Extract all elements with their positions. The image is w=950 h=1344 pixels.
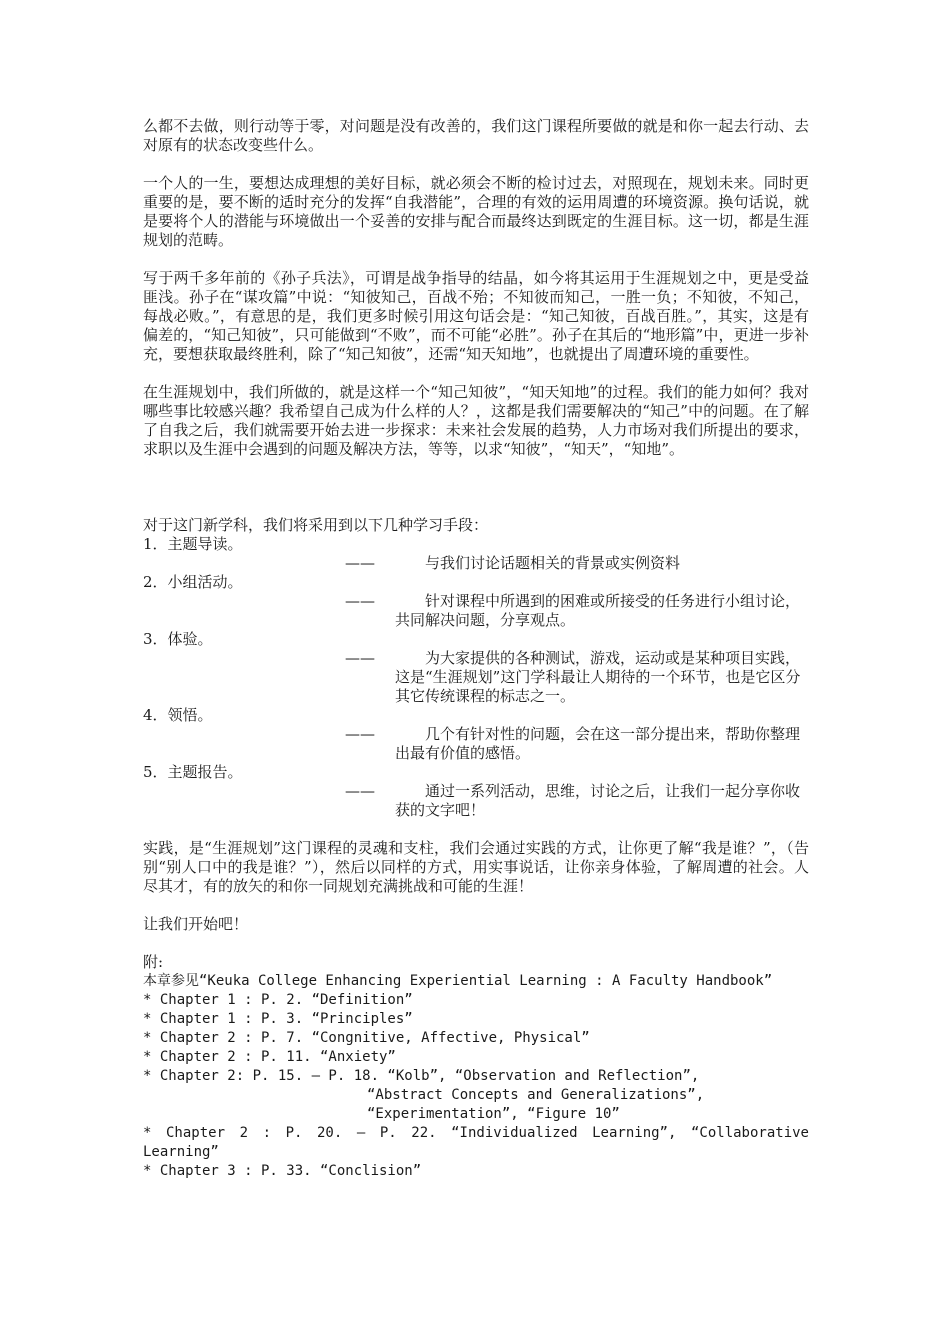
method-item — [143, 763, 809, 820]
dash: —— — [345, 554, 375, 572]
method-desc: 针对课程中所遇到的困难或所接受的任务进行小组讨论，共同解决问题，分享观点。 — [395, 592, 801, 629]
reference-item: * Chapter 2 : P. 20. – P. 22. “Individualized Learning”, “Collaborative Learning” — [143, 1125, 809, 1160]
reference-item: * Chapter 2 : P. 7. “Congnitive, Affective, Physical” — [143, 1030, 590, 1046]
method-title: 4．领悟。 — [143, 706, 213, 724]
reference-item-continued: “Experimentation”, “Figure 10” — [367, 1106, 620, 1122]
method-item — [143, 630, 809, 706]
reference-item: * Chapter 1 : P. 3. “Principles” — [143, 1011, 413, 1027]
method-desc: 与我们讨论话题相关的背景或实例资料 — [425, 554, 681, 572]
dash: —— — [345, 649, 375, 667]
method-desc: 几个有针对性的问题，会在这一部分提出来，帮助你整理出最有价值的感悟。 — [395, 725, 801, 762]
method-item — [143, 535, 809, 573]
method-item — [143, 573, 809, 630]
method-desc: 通过一系列活动，思维，讨论之后，让我们一起分享你收获的文字吧！ — [395, 782, 801, 819]
paragraph-1: 么都不去做，则行动等于零，对问题是没有改善的，我们这门课程所要做的就是和你一起去行动、去对原有的状态改变些什么。 — [143, 117, 809, 154]
dash: —— — [345, 782, 375, 800]
reference-item: * Chapter 2: P. 15. – P. 18. “Kolb”, “Observation and Reflection”, — [143, 1068, 700, 1084]
reference-item: * Chapter 3 : P. 33. “Conclision” — [143, 1163, 422, 1179]
method-title: 2．小组活动。 — [143, 573, 243, 591]
method-title: 1．主题导读。 — [143, 535, 243, 553]
method-desc: 为大家提供的各种测试，游戏，运动或是某种项目实践，这是“生涯规划”这门学科最让人期待的一个环节，也是它区分其它传统课程的标志之一。 — [395, 649, 801, 705]
method-title: 3．体验。 — [143, 630, 213, 648]
appendix-label: 附: — [143, 953, 164, 971]
reference-item-continued: “Abstract Concepts and Generalizations”, — [367, 1087, 705, 1103]
document-body — [143, 117, 809, 1181]
method-item — [143, 706, 809, 763]
dash: —— — [345, 725, 375, 743]
paragraph-2: 一个人的一生，要想达成理想的美好目标，就必须会不断的检讨过去，对照现在，规划未来。同时更重要的是，要不断的适时充分的发挥“自我潜能”，合理的有效的运用周遭的环境资源。换句话说，就是要将个人的潜能与环境做出一个妥善的安排与配合而最终达到既定的生涯目标。这一切，都是生涯规划的范畴。 — [143, 174, 809, 249]
paragraph-5: 实践，是“生涯规划”这门课程的灵魂和支柱，我们会通过实践的方式，让你更了解“我是谁？”，（告别“别人口中的我是谁？”），然后以同样的方式，用实事说话，让你亲身体验，了解周遭的社会。人尽其才，有的放矢的和你一同规划充满挑战和可能的生涯！ — [143, 839, 809, 895]
methods-intro: 对于这门新学科，我们将采用到以下几种学习手段： — [143, 516, 489, 534]
paragraph-4: 在生涯规划中，我们所做的，就是这样一个“知己知彼”，“知天知地”的过程。我们的能力如何？我对哪些事比较感兴趣？我希望自己成为什么样的人？，这都是我们需要解决的“知己”中的问题。在了解了自我之后，我们就需要开始去进一步探求：未来社会发展的趋势，人力市场对我们所提出的要求，求职以及生涯中会遇到的问题及解决方法，等等，以求“知彼”，“知天”，“知地”。 — [143, 383, 809, 458]
paragraph-3: 写于两千多年前的《孙子兵法》，可谓是战争指导的结晶，如今将其运用于生涯规划之中，更是受益匪浅。孙子在“谋攻篇”中说：“知彼知己，百战不殆；不知彼而知己，一胜一负；不知彼，不知己，每战必败。”，有意思的是，我们更多时候引用这句话会是：“知己知彼，百战百胜。”，其实，这是有偏差的，“知己知彼”，只可能做到“不败”，而不可能“必胜”。孙子在其后的“地形篇”中，更进一步补充，要想获取最终胜利，除了“知己知彼”，还需“知天知地”，也就提出了周遭环境的重要性。 — [143, 269, 809, 363]
reference-item: * Chapter 2 : P. 11. “Anxiety” — [143, 1049, 396, 1065]
method-title: 5．主题报告。 — [143, 763, 243, 781]
reference-item: * Chapter 1 : P. 2. “Definition” — [143, 992, 413, 1008]
dash: —— — [345, 592, 375, 610]
paragraph-6: 让我们开始吧！ — [143, 915, 249, 933]
appendix-source: 本章参见“Keuka College Enhancing Experiential Learning : A Faculty Handbook” — [143, 973, 773, 989]
